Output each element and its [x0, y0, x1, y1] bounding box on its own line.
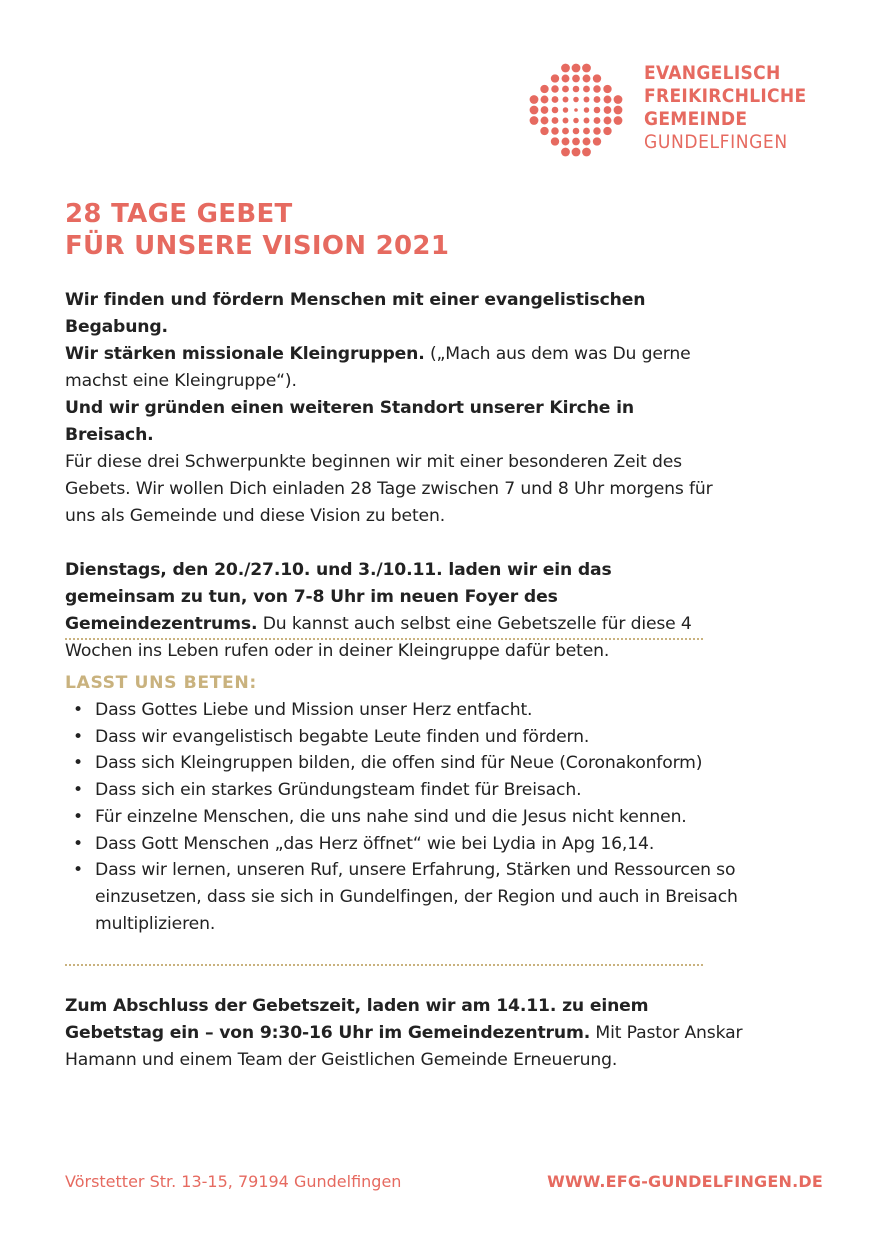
logo-dot [593, 85, 601, 93]
list-item [65, 804, 745, 831]
list-item-text: Dass Gottes Liebe und Mission unser Herz entfacht. [95, 700, 533, 720]
list-item-text: Für einzelne Menschen, die uns nahe sind und die Jesus nicht kennen. [95, 806, 687, 827]
logo-dot [583, 138, 591, 146]
list-item [65, 697, 745, 724]
bullet-icon: • [73, 806, 83, 827]
logo-line-evangelisch: EVANGELISCH [644, 62, 781, 84]
list-item [65, 857, 745, 937]
title-line-2: FÜR UNSERE VISION 2021 [65, 231, 450, 261]
logo-dot [573, 97, 579, 103]
logo-line-gemeinde: GEMEINDE [644, 108, 748, 130]
bullet-icon: • [73, 726, 83, 747]
prayer-heading: LASST UNS BETEN: [65, 673, 257, 693]
logo-dot [541, 96, 549, 104]
footer-address: Vörstetter Str. 13-15, 79194 Gundelfingen [65, 1172, 402, 1191]
bullet-icon: • [73, 753, 83, 774]
logo-dot [540, 85, 548, 93]
logo-dot [614, 95, 623, 104]
list-item [65, 777, 745, 804]
logo-dot [562, 138, 570, 146]
logo-dot [604, 106, 612, 114]
logo-dot [593, 127, 601, 135]
logo-dot [572, 138, 580, 146]
logo-dot [563, 97, 569, 103]
schedule-paragraph [65, 557, 715, 665]
logo-dot [530, 116, 539, 125]
logo-dot [561, 64, 570, 73]
logo-dot [562, 75, 570, 83]
intro-bold-3: Und wir gründen einen weiteren Standort unserer Kirche in Breisach. [65, 398, 634, 445]
bullet-icon: • [73, 780, 83, 801]
logo-dot [530, 106, 539, 115]
list-item-text: Dass wir evangelistisch begabte Leute finden und fördern. [95, 726, 590, 747]
page-title [65, 198, 449, 262]
logo-dot [594, 107, 601, 114]
logo-dot [561, 148, 570, 157]
list-item-text: Dass Gott Menschen „das Herz öffnet“ wie bei Lydia in Apg 16,14. [95, 833, 655, 854]
logo-dot [562, 128, 569, 135]
schedule-bold: Dienstags, den 20./27.10. und 3./10.11. laden wir ein das gemeinsam zu tun, von 7-8 Uhr im neuen Foyer des Gemeindezentrums. [65, 560, 612, 634]
logo-dot [603, 127, 611, 135]
closing-bold: Zum Abschluss der Gebetszeit, laden wir am 14.11. zu einem Gebetstag ein – von 9:30-16 Uhr im Gemeindezentrum. [65, 996, 649, 1043]
list-item [65, 831, 745, 858]
footer-website-link[interactable]: WWW.EFG-GUNDELFINGEN.DE [547, 1172, 823, 1191]
intro-bold-2: Wir stärken missionale Kleingruppen. [65, 344, 425, 364]
bullet-icon: • [73, 833, 83, 854]
logo-dot [551, 137, 559, 145]
logo-dot [563, 118, 569, 124]
intro-normal-2: („Mach aus dem was Du gerne machst eine Kleingruppe“). [65, 344, 691, 391]
logo-dot [552, 117, 559, 124]
logo-dot [604, 117, 612, 125]
logo-dot [551, 85, 559, 93]
prayer-list [65, 697, 745, 937]
dotted-divider-top [65, 638, 703, 640]
logo-dot [582, 148, 591, 157]
schedule-normal: Du kannst auch selbst eine Gebetszelle für diese 4 Wochen ins Leben rufen oder in deiner Kleingruppe dafür beten. [65, 614, 692, 661]
logo-dot [573, 118, 579, 124]
intro-bold-1: Wir finden und fördern Menschen mit einer evangelistischen Begabung. [65, 290, 646, 337]
logo-dot [614, 116, 623, 125]
logo-dot [551, 74, 559, 82]
bullet-icon: • [73, 700, 83, 720]
logo-wordmark [644, 62, 806, 154]
closing-normal: Mit Pastor Anskar Hamann und einem Team der Geistlichen Gemeinde Erneuerung. [65, 1023, 743, 1070]
logo-dot [574, 108, 578, 112]
logo-dot [604, 96, 612, 104]
logo-dot [540, 127, 548, 135]
logo-dot [572, 64, 581, 73]
logo-dot [541, 106, 549, 114]
closing-paragraph [65, 993, 745, 1074]
bullet-icon: • [73, 860, 83, 881]
logo-dot [573, 128, 580, 135]
logo-dot [562, 86, 569, 93]
logo-dot [583, 86, 590, 93]
list-item-text: Dass sich ein starkes Gründungsteam findet für Breisach. [95, 780, 582, 801]
logo-dot [583, 128, 590, 135]
dotted-divider-bottom [65, 964, 703, 966]
logo-dot [572, 75, 580, 83]
logo-dot [593, 137, 601, 145]
logo-dot [594, 117, 601, 124]
logo-dot [614, 106, 623, 115]
logo-dot [572, 148, 581, 157]
logo-line-freikirchliche: FREIKIRCHLICHE [644, 85, 807, 107]
list-item-text: Dass wir lernen, unseren Ruf, unsere Erfahrung, Stärken und Ressourcen so einzusetzen, dass sie sich in Gundelfingen, der Region und auch in Breisach multiplizieren. [95, 860, 738, 934]
logo-dot [584, 107, 590, 113]
title-line-1: 28 TAGE GEBET [65, 199, 293, 229]
logo-line-gundelfingen: GUNDELFINGEN [644, 131, 788, 153]
logo-dot [593, 74, 601, 82]
church-logo [526, 60, 846, 160]
logo-dot [552, 96, 559, 103]
logo-dot [584, 97, 590, 103]
intro-normal-3: Für diese drei Schwerpunkte beginnen wir mit einer besonderen Zeit des Gebets. Wir wollen Dich einladen 28 Tage zwischen 7 und 8 Uhr morgens für uns als Gemeinde und diese Vision zu beten. [65, 452, 713, 526]
logo-dot [563, 107, 569, 113]
logo-dot [594, 96, 601, 103]
intro-paragraph [65, 287, 715, 530]
logo-dot [541, 117, 549, 125]
list-item-text: Dass sich Kleingruppen bilden, die offen sind für Neue (Coronakonform) [95, 753, 703, 774]
logo-dot [551, 127, 559, 135]
dot-pattern-logo-icon [526, 60, 626, 160]
logo-dot [584, 118, 590, 124]
intro-section [65, 287, 715, 665]
logo-dot [583, 75, 591, 83]
logo-dot [603, 85, 611, 93]
logo-dot [582, 64, 591, 73]
logo-dot [530, 95, 539, 104]
logo-dot [552, 107, 559, 114]
list-item [65, 750, 745, 777]
list-item [65, 724, 745, 751]
logo-dot [573, 86, 580, 93]
